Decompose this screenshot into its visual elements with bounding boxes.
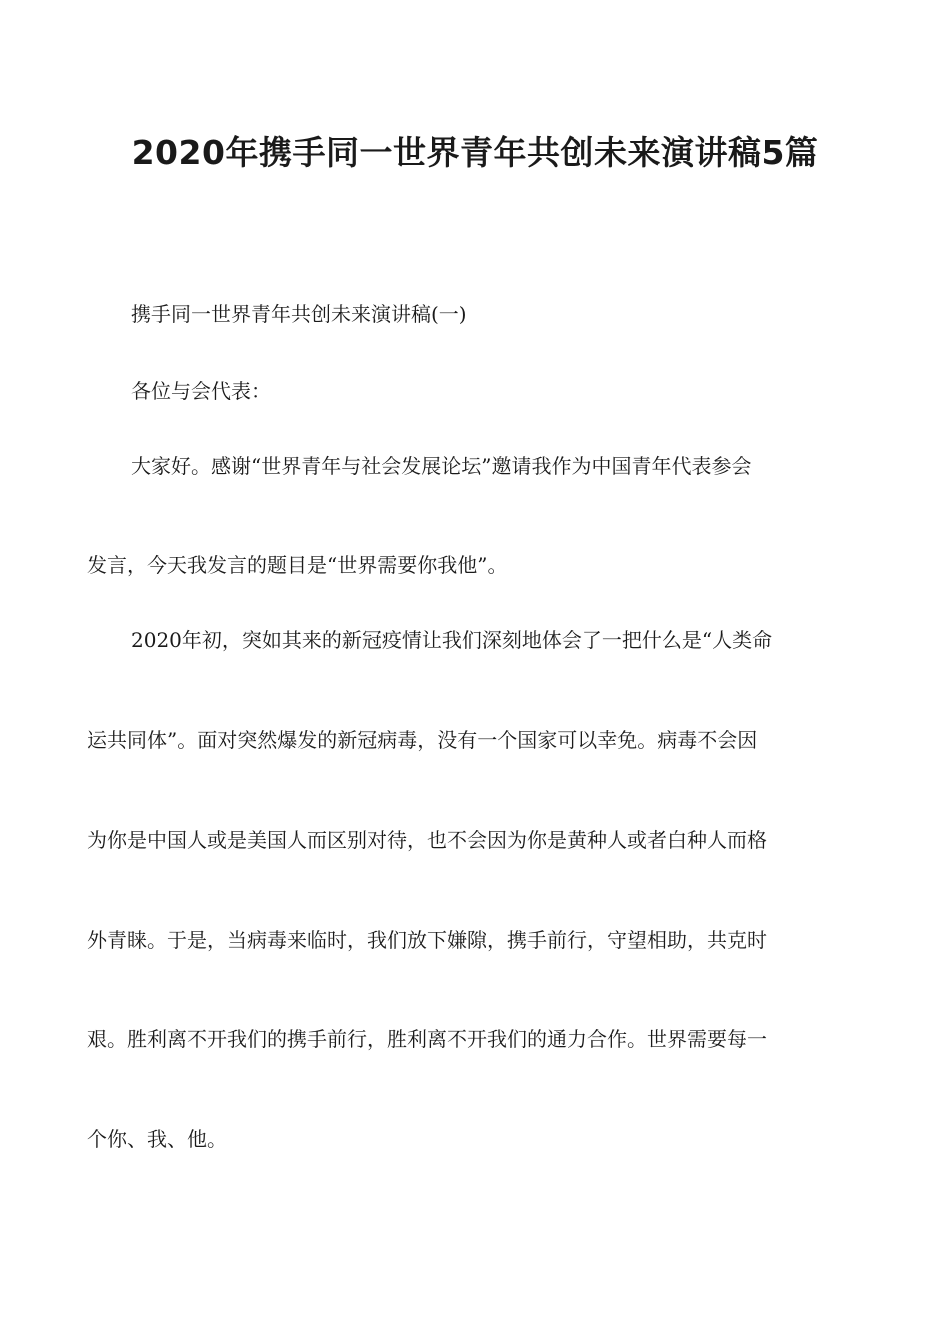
paragraph-2-line-2: 运共同体”。面对突然爆发的新冠病毒，没有一个国家可以幸免。病毒不会因 xyxy=(87,728,758,752)
paragraph-1-line-1: 大家好。感谢“世界青年与社会发展论坛”邀请我作为中国青年代表参会 xyxy=(131,454,752,478)
section-heading: 携手同一世界青年共创未来演讲稿(一) xyxy=(131,302,467,326)
document-title: 2020年携手同一世界青年共创未来演讲稿5篇 xyxy=(131,133,819,172)
paragraph-1-line-2: 发言，今天我发言的题目是“世界需要你我他”。 xyxy=(87,553,508,577)
paragraph-2-line-3: 为你是中国人或是美国人而区别对待，也不会因为你是黄种人或者白种人而格 xyxy=(87,828,767,852)
paragraph-2-line-6: 个你、我、他。 xyxy=(87,1127,227,1151)
salutation: 各位与会代表： xyxy=(131,379,271,403)
paragraph-2-line-4: 外青睐。于是，当病毒来临时，我们放下嫌隙，携手前行，守望相助，共克时 xyxy=(87,928,767,952)
paragraph-2-line-5: 艰。胜利离不开我们的携手前行，胜利离不开我们的通力合作。世界需要每一 xyxy=(87,1027,767,1051)
paragraph-2-line-1: 2020年初，突如其来的新冠疫情让我们深刻地体会了一把什么是“人类命 xyxy=(131,628,773,652)
